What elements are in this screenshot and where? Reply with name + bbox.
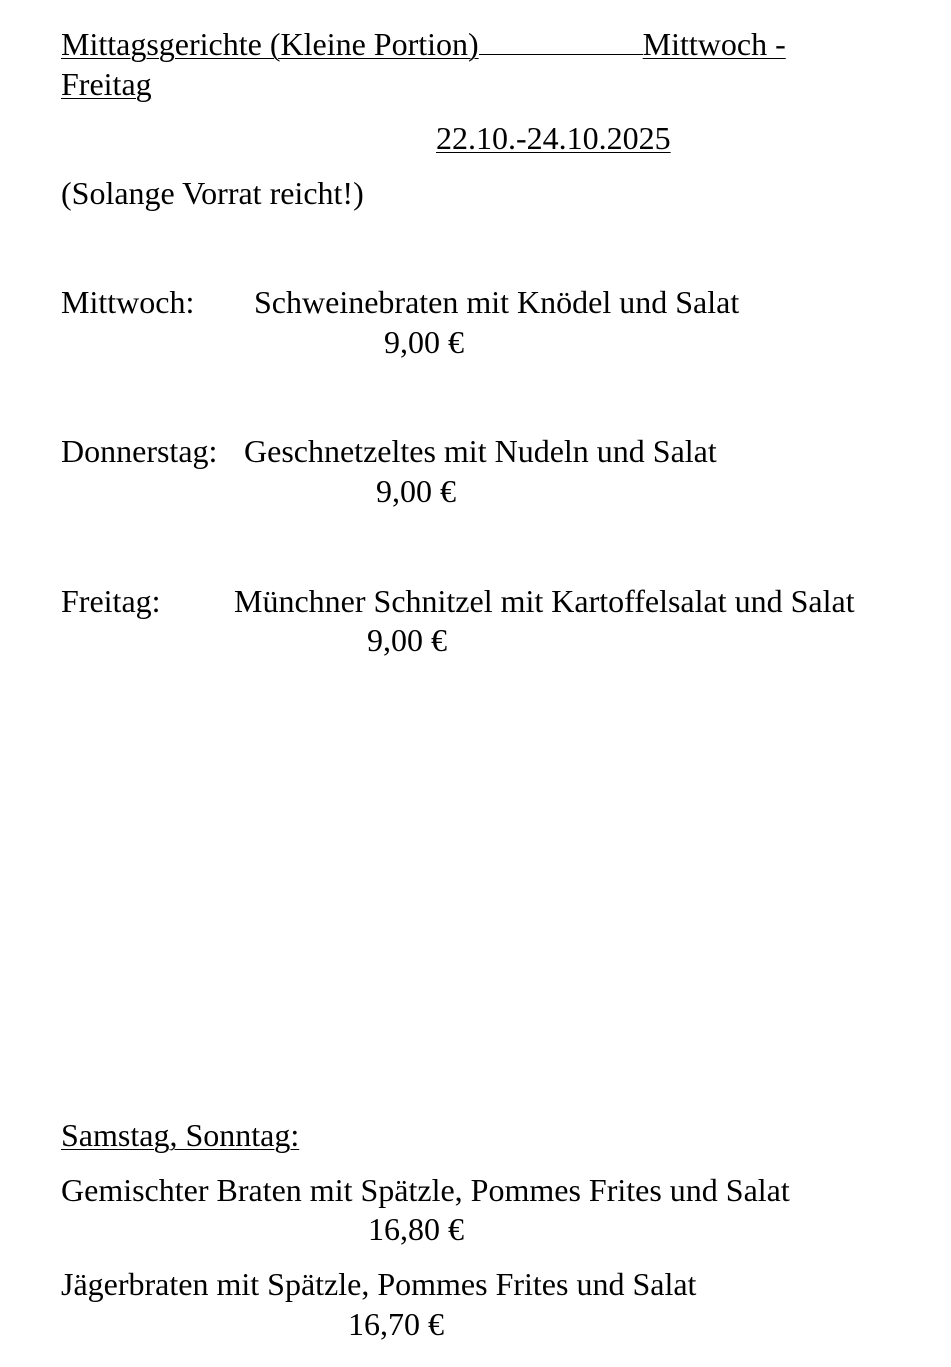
menu-days-range-cont: Freitag <box>61 66 152 102</box>
menu-title-line <box>61 24 786 64</box>
availability-note: (Solange Vorrat reicht!) <box>61 175 364 211</box>
weekend-price-2: 16,70 € <box>348 1306 444 1342</box>
date-range: 22.10.-24.10.2025 <box>436 120 671 156</box>
menu-title: Mittagsgerichte (Kleine Portion) <box>61 26 479 62</box>
dish-thursday: Geschnetzeltes mit Nudeln und Salat <box>244 433 717 469</box>
weekend-dish-1: Gemischter Braten mit Spätzle, Pommes Frites und Salat <box>61 1172 790 1208</box>
price-thursday: 9,00 € <box>376 473 456 509</box>
title-underline-gap <box>479 25 643 55</box>
day-label-thursday: Donnerstag: <box>61 433 218 469</box>
weekend-heading: Samstag, Sonntag: <box>61 1117 300 1153</box>
weekend-price-1: 16,80 € <box>368 1211 464 1247</box>
day-label-wednesday: Mittwoch: <box>61 284 195 320</box>
dish-wednesday: Schweinebraten mit Knödel und Salat <box>254 284 740 320</box>
price-friday: 9,00 € <box>367 622 447 658</box>
day-label-friday: Freitag: <box>61 583 161 619</box>
menu-days-range: Mittwoch - <box>642 26 786 62</box>
weekend-dish-2: Jägerbraten mit Spätzle, Pommes Frites und Salat <box>61 1266 697 1302</box>
price-wednesday: 9,00 € <box>384 324 464 360</box>
dish-friday: Münchner Schnitzel mit Kartoffelsalat und Salat <box>234 583 855 619</box>
